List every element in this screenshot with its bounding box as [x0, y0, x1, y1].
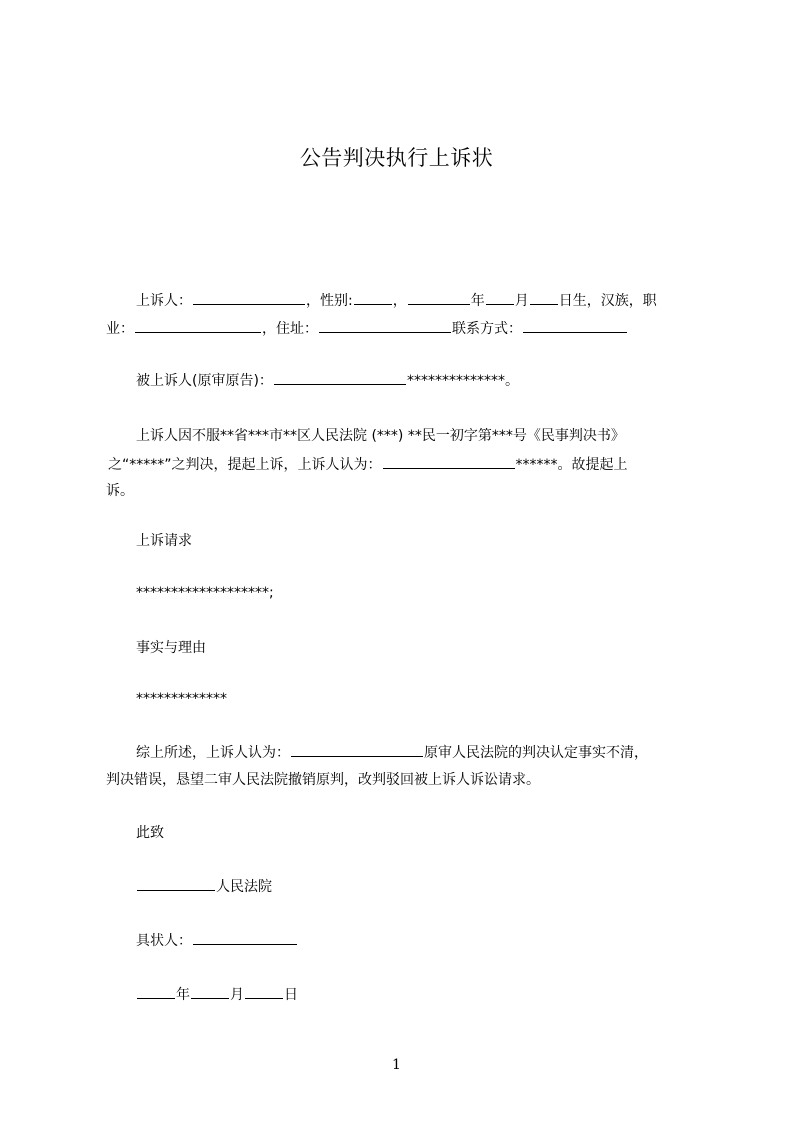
- comma-text: ，: [392, 293, 407, 309]
- body-line-2-text: 之“*****”之判决，提起上诉，上诉人认为：: [108, 457, 382, 473]
- closing-text: 此致: [136, 825, 164, 841]
- body-line-3: 诉。: [106, 483, 134, 499]
- facts-heading: 事实与理由: [136, 640, 206, 656]
- conclusion-tail: 原审人民法院的判决认定事实不清，: [424, 745, 648, 761]
- blank-year: [137, 984, 175, 999]
- appellant-line-2: [106, 318, 706, 339]
- blank-occupation: [135, 318, 261, 333]
- blank-appellant-name: [193, 290, 305, 305]
- blank-court-name: [137, 876, 215, 891]
- occupation-label: 业：: [106, 321, 134, 337]
- signer-line: [136, 930, 736, 951]
- blank-conclusion: [291, 742, 423, 757]
- blank-signer: [193, 930, 297, 945]
- blank-day: [245, 984, 283, 999]
- blank-appellant-opinion: [383, 454, 515, 469]
- conclusion-text: 综上所述，上诉人认为：: [136, 745, 290, 761]
- date-year-label: 年: [176, 987, 190, 1003]
- date-line: [136, 984, 736, 1005]
- blank-gender: [354, 290, 392, 305]
- blank-respondent: [274, 370, 406, 385]
- birth-ethnicity-text: 日生，汉族，职: [558, 293, 657, 309]
- appellant-line-1: [136, 290, 736, 311]
- month-label: 月: [514, 293, 529, 309]
- signer-label: 具状人：: [136, 933, 192, 949]
- body-line-2: [108, 454, 708, 475]
- appellant-label: 上诉人：: [136, 293, 192, 309]
- blank-month: [191, 984, 229, 999]
- address-label: ，住址：: [262, 321, 318, 337]
- contact-label: 联系方式：: [452, 321, 522, 337]
- body-line-2-tail: ******。故提起上: [515, 457, 628, 473]
- blank-birth-year: [408, 290, 470, 305]
- respondent-tail: **************。: [406, 373, 519, 389]
- blank-birth-day: [530, 290, 558, 305]
- date-day-label: 日: [284, 987, 298, 1003]
- request-heading: 上诉请求: [136, 533, 192, 549]
- year-label: 年: [470, 293, 485, 309]
- blank-contact: [523, 318, 627, 333]
- date-month-label: 月: [230, 987, 244, 1003]
- blank-birth-month: [486, 290, 514, 305]
- request-content: *******************;: [136, 585, 274, 601]
- conclusion-line-1: [136, 742, 736, 763]
- conclusion-line-2: 判决错误，恳望二审人民法院撤销原判，改判驳回被上诉人诉讼请求。: [106, 772, 540, 788]
- document-title: 公告判决执行上诉状: [299, 146, 494, 170]
- gender-label: ，性别:: [306, 293, 353, 309]
- respondent-label: 被上诉人(原审原告)：: [136, 373, 273, 389]
- body-line-1: 上诉人因不服**省***市**区人民法院 (***) **民一初字第***号《民事判决书》: [136, 428, 625, 444]
- court-suffix: 人民法院: [216, 879, 272, 895]
- court-line: [136, 876, 736, 897]
- facts-content: *************: [136, 691, 227, 707]
- page-number: 1: [392, 1057, 401, 1073]
- respondent-line: [136, 370, 736, 391]
- blank-address: [319, 318, 451, 333]
